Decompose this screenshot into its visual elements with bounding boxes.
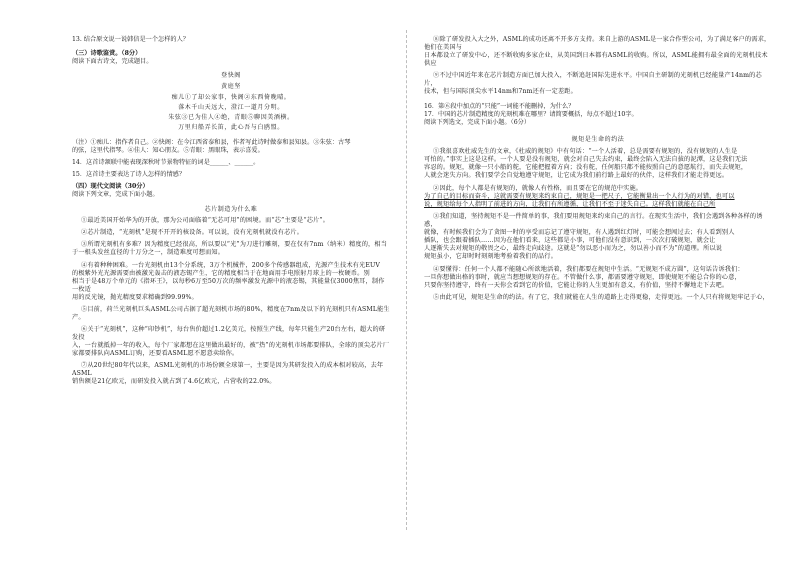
article-body-continued <box>424 36 772 100</box>
paragraph-line: 家都要排队向ASML订购，还要看ASML愿不愿意卖给你。 <box>72 349 239 357</box>
paragraph-line: ⑨不过中国近年来在芯片制造方面已加大投入，不断追赶国际先进水平。中国自主研制的光刻机已经能量产14nm的芯片， <box>424 72 762 87</box>
paragraph-line: ④要懂得：任何一个人都不能随心所欲地活着，我们都要在规矩中生活。“无规矩不成方圆”，这句话告诉我们： <box>433 265 744 273</box>
paragraph-line: ①最近美国开始华为的开放，那为公司面临着“无芯可用”的困境。而“芯”主要是“芯片”。 <box>81 217 330 224</box>
reading-instructions-2: 阅读下列选文，完成下面小题。（6分） <box>424 119 531 126</box>
paragraph-line: 插队，也会跟着插队……因为在他们看来，这些都是小事，可他们没有意识到，一次次打破规矩，就会让 <box>424 237 716 244</box>
paragraph-line: ⑦从20世纪80年代以来，ASML光刻机的市场份额全球第一，主要是因为其研发投入的成本相对较高，去年ASML <box>72 362 384 378</box>
paragraph-line: ④有着种种困难。一台光刻机由13个分系统，3万个机械件，200多个传感器组成，光源产生技术有光EUV <box>81 261 381 269</box>
paragraph-line: 规矩虽小，它却时时刻刻地考验着我们的品行。 <box>424 253 558 260</box>
paragraph-line: 的极紫外光光源需要由被激光轰击的液态锡产生，它的精度相当于在地面用手电照射月球上的一枚硬币。别 <box>72 269 370 277</box>
poem-line: 落木千山天远大，澄江一道月分明。 <box>178 104 284 111</box>
poem-notes: （注）①痴儿：指作者自己。②快阁：在今江西省泰和县，作者写此诗时做泰和县知县。③朱弦：古琴 <box>72 139 351 146</box>
poem-notes: 的弦，这里代指琴。④佳人：知心朋友。⑤青眼：黑眼珠，表示喜爱。 <box>72 147 264 154</box>
paragraph-line: 容忍的。规矩，就像一只小船的舵，它能把握着方向；没有舵，任何船只都不能按照自己的意愿航行，而失去规矩， <box>424 164 748 171</box>
paragraph-line: 说，规矩给每个人指明了前进的方向，让我们有所遵循，让我们不至于迷失自己。这样我们就能在自己所 <box>424 200 716 208</box>
paragraph-line: 为了自己的目标而奋斗，这就需要有规矩来约束自己，规矩是一把尺子，它能衡量出一个人行为的对错，也可以 <box>424 192 735 200</box>
paragraph-line: 人逐渐失去对规矩的敬畏之心，最终走向歧途。这就是“勿以恶小而为之，勿以善小而不为”的道理。所以说 <box>424 245 723 252</box>
paragraph-line: 日本都设立了研发中心，还不断收购多家企业，从美国到日本都有ASML的收购。所以，ASML能拥有最全面的光刻机技术供应 <box>424 52 768 67</box>
paragraph-line: 只要你坚持遵守，终有一天你会看到它的价值，它能让你的人生更加有意义，有价值，坚持不懈地走下去吧。 <box>424 281 729 289</box>
paragraph-line: 用的反光镜，抛光精度要求精确到99.99%。 <box>72 293 198 301</box>
paragraph-line: 可怕的。”事实上这是这样。一个人要是没有规矩，就会对自己失去约束，最终会陷入无法自拔的泥潭，这是我们无法 <box>424 156 748 163</box>
paragraph-line: 就像，有时候我们会为了贪图一时的享受而忘记了遵守规矩，有人遇到红灯时，可能会想闯过去；有人看到别人 <box>424 229 735 236</box>
poem-line: 万里归船弄长笛，此心吾与白鸥盟。 <box>178 124 284 131</box>
paragraph-line: ①我很喜欢杜威先生的文章，《杜威的规矩》中有句话：“一个人活着，总是需要有规矩的，没有规矩的人生是 <box>433 148 738 155</box>
reading-instructions: 阅读下列文章，完成下面小题。 <box>72 191 159 198</box>
poem-instructions: 阅读下面古诗文，完成题目。 <box>72 58 153 65</box>
column-divider <box>406 30 407 530</box>
section-poetry-heading: （三）诗歌鉴赏。（8分） <box>72 50 142 57</box>
paragraph-line: ②因此，每个人都是有规矩的，就像人有性格，而且要在它的规范中实施。 <box>433 184 643 192</box>
paragraph-line: 人就会迷失方向。我们要学会自觉地遵守规矩，让它成为我们前行路上最好的伙伴，这样我们才能走得更远。 <box>424 172 729 179</box>
poem-line: 痴儿①了却公家事，快阁②东西倚晚晴。 <box>171 94 291 101</box>
left-column <box>72 36 390 390</box>
paragraph-line: 销售额是21亿欧元，而研发投入就占到了4.6亿欧元，占营收的22.0%。 <box>72 378 276 386</box>
article-title: 芯片制造为什么难 <box>204 206 258 213</box>
paragraph-line: ⑤由此可见，规矩是生命的约法。有了它，我们就能在人生的道路上走得更稳，走得更远。一个人只有将规矩牢记于心， <box>433 294 769 301</box>
paragraph-line: ③所谓光刻机有多难？因为精度已经很高，所以要以“光”为刀进行雕刻，要在仅有7nm（纳米）精度的，相当 <box>81 241 388 249</box>
paragraph-line: 于一根头发丝直径的十万分之一，制造难度可想而知。 <box>72 249 225 257</box>
question-15: 15．这首诗主要表达了诗人怎样的情感？ <box>72 171 186 178</box>
paragraph-line: ③我们知道，坚持规矩不是一件简单的事，我们要用规矩来约束自己的言行。在现实生活中，我们会遇到各种各样的诱惑， <box>424 213 763 228</box>
question-13: 13. 结合原文说一说韩信是一个怎样的人？ <box>72 36 189 43</box>
right-column <box>424 36 772 307</box>
paragraph-line: ⑧除了研发投入大之外，ASML的成功还离不开多方支持。来自上游的ASML是一家合作型公司，为了满足客户的需求，他们在美国与 <box>424 36 771 51</box>
poem-line: 朱弦③已为佳人④绝，青眼⑤聊因美酒横。 <box>168 114 294 121</box>
paragraph-line: 一旦你想做出格的事时，就应当想想规矩的存在。不管做什么事，都需要遵守规矩，即使规矩不能总合你的心意， <box>424 273 741 281</box>
article-title-2: 规矩是生命的约法 <box>571 136 625 143</box>
poem-author: 黄庭坚 <box>221 83 241 90</box>
paragraph-line: 相当于是48万个单元的《指环王》，以每秒6万至50万次的频率激发光源中的液态锡，其能量仅3000焦耳，制作一枚适 <box>72 277 385 293</box>
paragraph-line: ⑤目前，荷兰光刻机巨头ASML公司占据了超光刻机市场的80%，精度在7nm及以下的光刻机只有ASML能生产。 <box>72 305 390 321</box>
section-modern-reading-heading: （四）现代文阅读（30分） <box>72 183 149 190</box>
question-14: 14．这首诗颔联中能表现深秋时节景物特征的词是______、______。 <box>72 159 260 166</box>
paragraph-line: 技术，但与国际顶尖水平14nm和7nm还有一定差距。 <box>424 88 577 95</box>
paragraph-line: ⑥关于“光刻机”，这种“印钞机”，每台售价超过1.2亿美元，按照生产线，每年只能生产20台左右，超大的研发投 <box>72 325 386 341</box>
paragraph-line: ②芯片制造，“光刻机”是现不开开的核设备。可以说，没有光刻机就没有芯片。 <box>81 229 304 237</box>
article-body <box>72 217 390 390</box>
question-17: 17．中国的芯片制造精度的光刻机难在哪里？请简要概括，每点不超过10字。 <box>424 111 638 118</box>
question-16: 16．第⑥段中加点的“只能”一词能不能删掉，为什么？ <box>424 103 575 110</box>
paragraph-line: 入，一台就抵掉一年的收入，每个厂家都想在这里做出最好的，被“热”的光刻机市场都要排队，全球的顶尖芯片厂 <box>72 341 390 349</box>
article-body-2 <box>424 148 772 307</box>
poem-title: 登快阁 <box>221 72 241 79</box>
